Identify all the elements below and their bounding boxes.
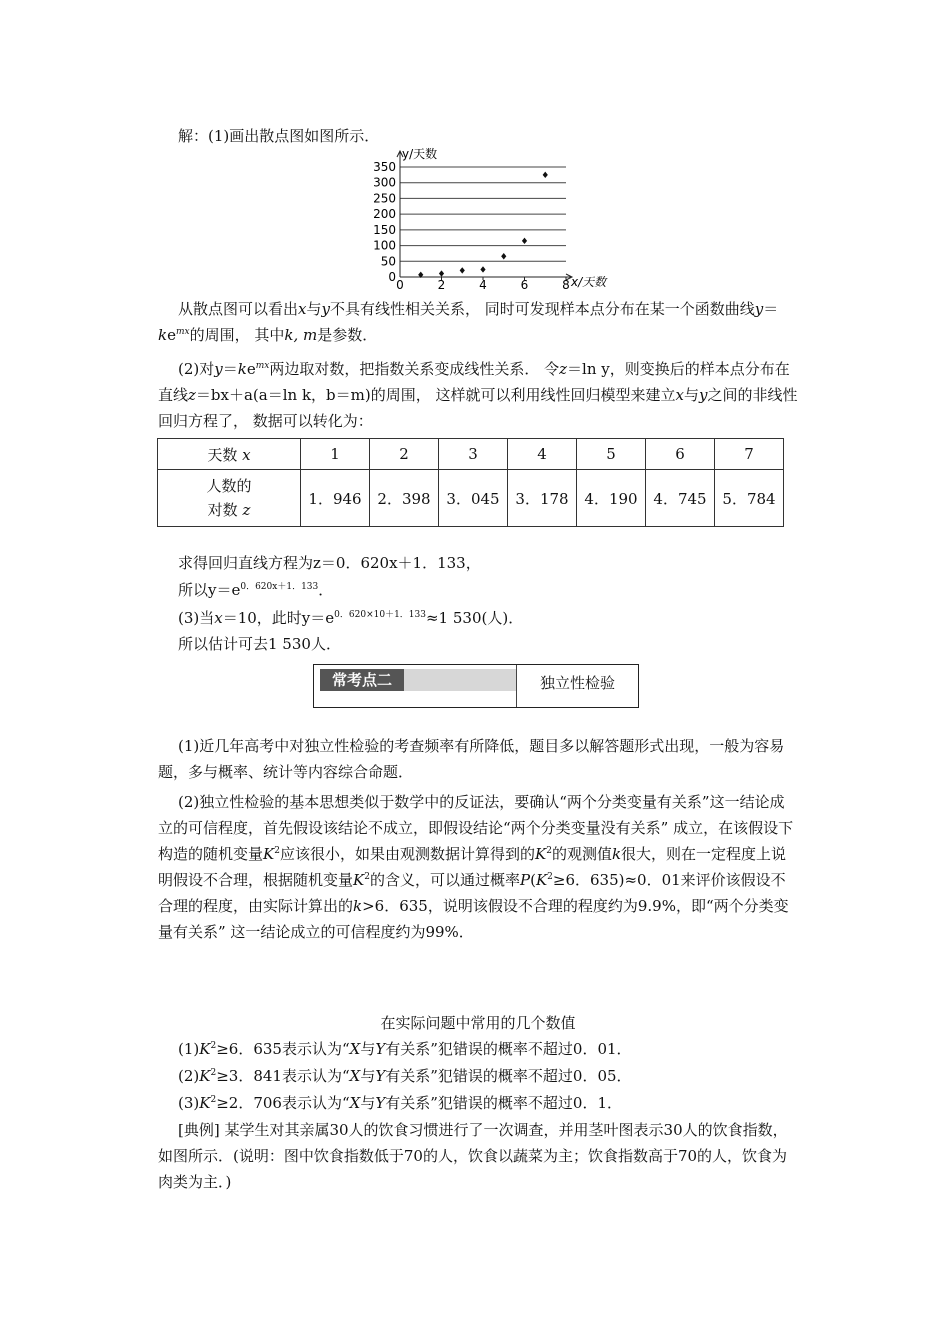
text: e bbox=[246, 360, 256, 378]
table-cell: 5 bbox=[577, 439, 646, 470]
table-cell: 5．784 bbox=[715, 470, 784, 527]
value-item-2: $(2)K^2\ge 3$．841表示认为“X与Y有关系”犯错误的概率不超过0．05． bbox=[178, 1067, 632, 1085]
table-cell: 2 bbox=[370, 439, 439, 470]
y-tick-label: 50 bbox=[380, 254, 396, 269]
y-tick-label: 0 bbox=[388, 270, 396, 284]
y-tick-label: 300 bbox=[373, 175, 396, 190]
var-x: x bbox=[298, 300, 307, 318]
text: e bbox=[167, 326, 176, 344]
kaodian-topic: 独立性检验 bbox=[539, 674, 615, 692]
y-tick-label: 100 bbox=[373, 238, 396, 253]
var-y: y bbox=[754, 300, 764, 318]
table-header-log: 人数的 对数 z bbox=[158, 470, 301, 527]
paragraph-example: [典例] 某学生对其亲属30人的饮食习惯进行了一次调查，并用茎叶图表示30人的饮食指数，如图所示．(说明：图中饮食指数低于70的人，饮食以蔬菜为主；饮食指数高于70的人，饮食为肉类为主．) bbox=[158, 1121, 788, 1191]
text: 与 bbox=[683, 386, 699, 404]
kaodian-tag: 常考点二 bbox=[320, 669, 404, 691]
var-y: y bbox=[214, 360, 223, 378]
text: 之间的非线性回归方程了， 数据可以转化为： bbox=[158, 386, 798, 430]
paragraph-exam-trend: (1)近几年高考中对独立性检验的考查频率有所降低，题目多以解答题形式出现，一般为容易题，多与概率、统计等内容综合命题． bbox=[158, 737, 785, 781]
paragraph-log-transform bbox=[158, 356, 798, 434]
table-row bbox=[158, 439, 784, 470]
text: 从散点图可以看出 bbox=[178, 300, 299, 318]
text: ＝ bbox=[763, 300, 779, 318]
table-cell: 1 bbox=[301, 439, 370, 470]
chart-points bbox=[418, 172, 548, 278]
text: 是参数． bbox=[317, 326, 378, 344]
text: 与 bbox=[306, 300, 322, 318]
chart-ylabel: y/天数 bbox=[402, 147, 438, 161]
data-point bbox=[522, 238, 527, 244]
y-tick-label: 250 bbox=[373, 191, 396, 206]
var-y: y bbox=[698, 386, 708, 404]
exponent-mx: mx bbox=[255, 361, 270, 371]
x-tick-label: 0 bbox=[396, 278, 404, 292]
text: 的周围， 其中 bbox=[189, 326, 285, 344]
x-tick-label: 4 bbox=[479, 278, 487, 292]
exponent-mx: mx bbox=[175, 327, 190, 337]
text: ＝bx＋a(a＝ln k，b＝m) bbox=[195, 386, 371, 404]
table-cell: 3．045 bbox=[439, 470, 508, 527]
text: ＝ln y，则变换后的样本点分布在直线 bbox=[158, 360, 790, 404]
y-tick-label: 350 bbox=[373, 160, 396, 174]
table-cell: 3．178 bbox=[508, 470, 577, 527]
y-tick-label: 150 bbox=[373, 222, 396, 237]
data-point bbox=[543, 172, 548, 178]
text: 不具有线性相关关系， 同时可发现样本点分布在某一个函数曲线 bbox=[329, 300, 755, 318]
paragraph-basic-idea: (2)独立性检验的基本思想类似于数学中的反证法，要确认“两个分类变量有关系”这一结论成立的可信程度，首先假设该结论不成立，即假设结论“两个分类变量没有关系” 成立，在该假设下构造的随机变量$K^2$应该很小，如果由观测数据计算得到的$K^2$的观测值k很大，则在一定程度上说明假设不合理，根据随机变量$K^2$的含义，可以通过概率$P(K^2\ge 6$．635)≈0．01来评价该假设不合理的程度，由实际计算出的k>6．635，说明该假设不合理的程度约为9.9%，即“两个分类变量有关系” 这一结论成立的可信程度约为99%． bbox=[158, 793, 794, 941]
x-tick-label: 8 bbox=[562, 278, 570, 292]
var-z: z bbox=[559, 360, 568, 378]
data-point bbox=[501, 253, 506, 259]
table-cell: 3 bbox=[439, 439, 508, 470]
chart-ticks bbox=[373, 160, 570, 292]
x-tick-label: 2 bbox=[437, 278, 446, 292]
table-cell: 4．745 bbox=[646, 470, 715, 527]
data-table bbox=[157, 438, 784, 527]
var-y: y bbox=[321, 300, 330, 318]
estimate-text: 所以估计可去1 530人． bbox=[178, 635, 341, 653]
text: (2)对 bbox=[178, 360, 215, 378]
table-cell: 6 bbox=[646, 439, 715, 470]
text: 的周围， 这样就可以利用线性回归模型来建立 bbox=[370, 386, 676, 404]
y-tick-label: 200 bbox=[373, 207, 396, 222]
table-cell: 2．398 bbox=[370, 470, 439, 527]
var-k: k bbox=[237, 360, 247, 378]
text: 两边取对数，把指数关系变成线性关系． 令 bbox=[269, 360, 560, 378]
solution-intro: 解：(1)画出散点图如图所示． bbox=[178, 127, 380, 145]
table-row bbox=[158, 470, 784, 527]
var-z: z bbox=[188, 386, 196, 404]
table-cell: 4 bbox=[508, 439, 577, 470]
table-cell: 1．946 bbox=[301, 470, 370, 527]
value-item-1: $(1)K^2\ge 6$．635表示认为“X与Y有关系”犯错误的概率不超过0．01． bbox=[178, 1040, 632, 1058]
kaodian-tag-bg bbox=[320, 669, 516, 691]
prediction-formula: (3)当x＝10，此时$y=e^{0.620\times 10+1.133}\approx 1$ 530(人)． bbox=[178, 609, 524, 627]
chart-grid bbox=[400, 167, 566, 261]
kaodian-box bbox=[313, 664, 639, 708]
section-title: 在实际问题中常用的几个数值 bbox=[380, 1014, 576, 1032]
table-cell: 4．190 bbox=[577, 470, 646, 527]
table-cell: 7 bbox=[715, 439, 784, 470]
value-item-3: $(3)K^2\ge 2$．706表示认为“X与Y有关系”犯错误的概率不超过0．1． bbox=[178, 1094, 622, 1112]
chart-xlabel: x/天数 bbox=[571, 275, 607, 289]
x-tick-label: 6 bbox=[520, 278, 529, 292]
scatter-chart bbox=[370, 146, 620, 292]
data-point bbox=[460, 267, 465, 273]
data-point bbox=[439, 270, 444, 276]
regression-equation: 求得回归直线方程为z＝0．620x＋1．133， bbox=[178, 554, 481, 572]
paragraph-scatter-analysis bbox=[158, 296, 798, 348]
chart-axes bbox=[397, 151, 572, 280]
var-k: k bbox=[158, 326, 168, 344]
var-x: x bbox=[675, 386, 684, 404]
table-header-days: 天数 x bbox=[158, 439, 301, 470]
text: ＝ bbox=[222, 360, 238, 378]
result-formula: 所以$y=e^{0.620x+1.133}$． bbox=[178, 581, 334, 599]
var-km: k, m bbox=[284, 326, 318, 344]
data-point bbox=[480, 266, 485, 272]
